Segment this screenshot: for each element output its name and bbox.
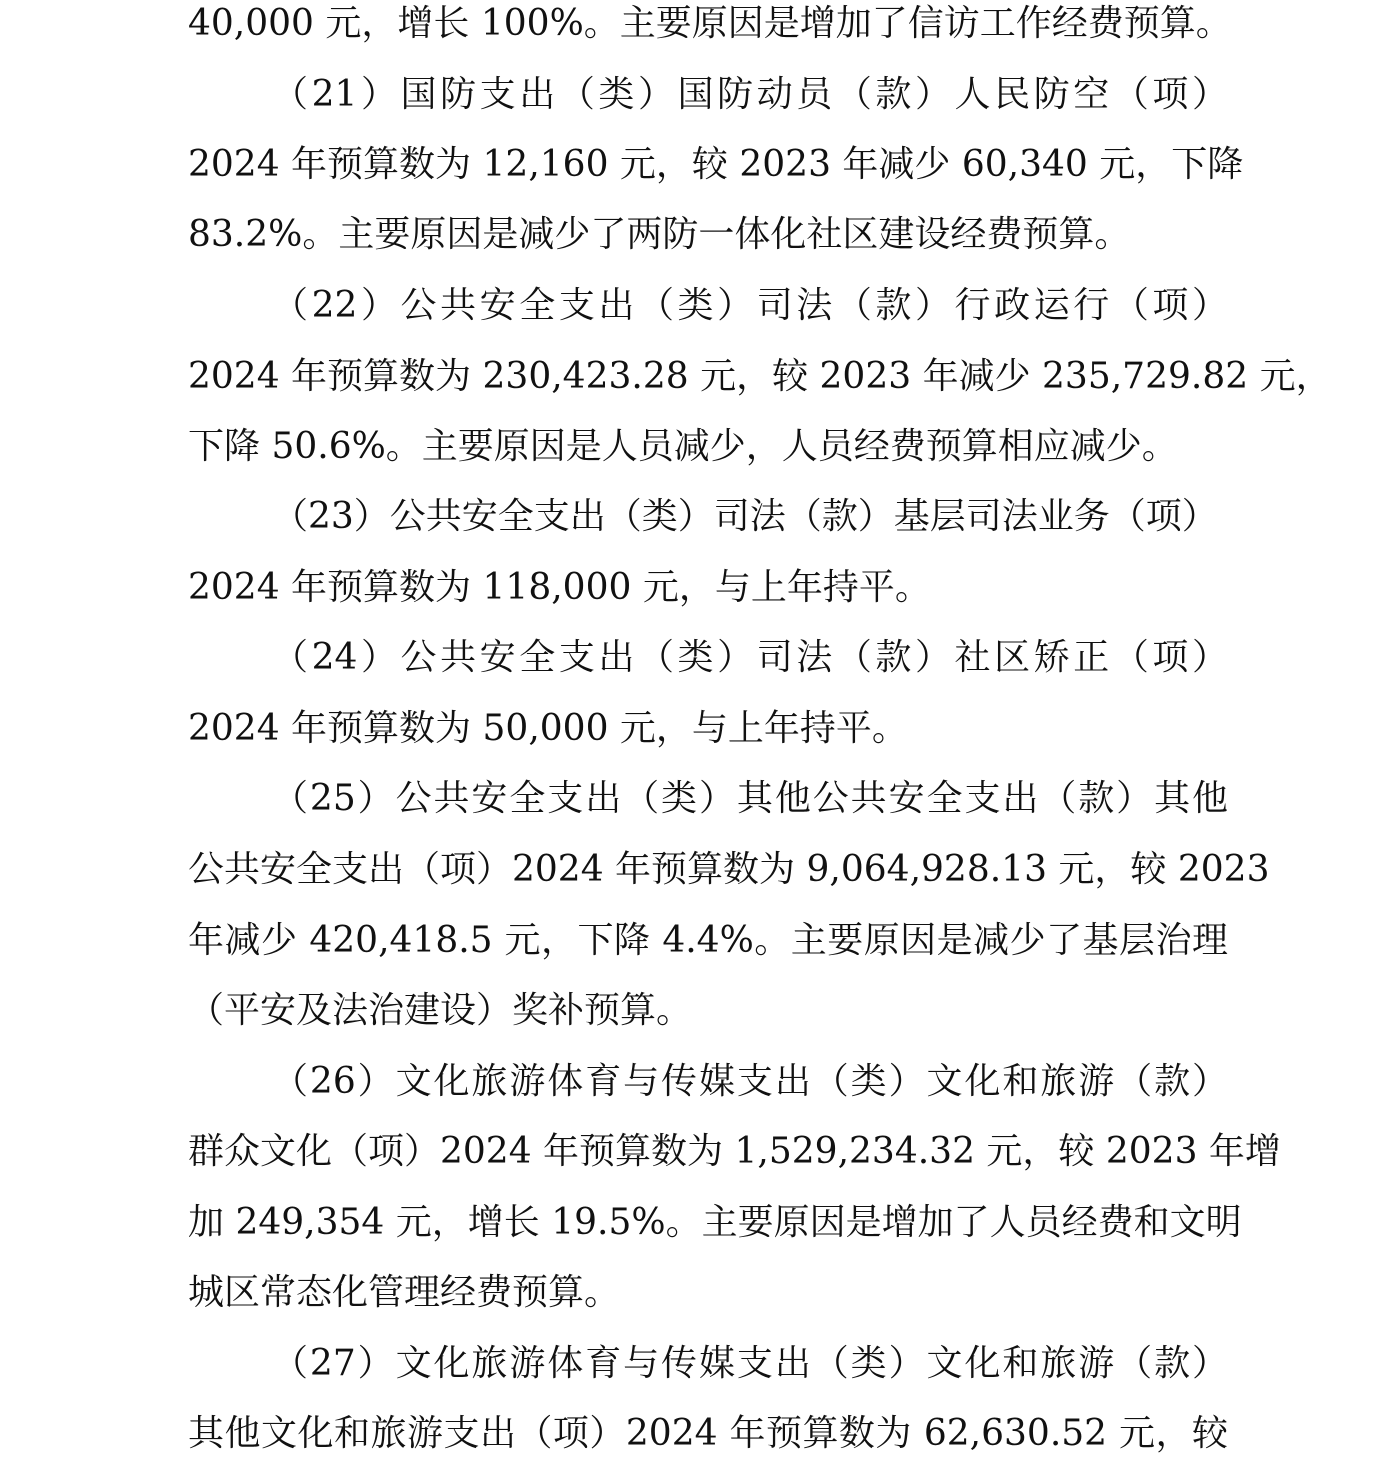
paragraph-heading-25: （25）公共安全支出（类）其他公共安全支出（款）其他 (272, 778, 1228, 819)
paragraph-line: 2024 年预算数为 118,000 元，与上年持平。 (188, 567, 931, 608)
paragraph-line: 83.2%。主要原因是减少了两防一体化社区建设经费预算。 (188, 214, 1131, 255)
paragraph-heading-27: （27）文化旅游体育与传媒支出（类）文化和旅游（款） (272, 1343, 1228, 1384)
paragraph-line: （平安及法治建设）奖补预算。 (188, 990, 693, 1031)
paragraph-heading-26: （26）文化旅游体育与传媒支出（类）文化和旅游（款） (272, 1061, 1228, 1102)
paragraph-line: 群众文化（项）2024 年预算数为 1,529,234.32 元，较 2023 年增 (188, 1131, 1281, 1172)
paragraph-line: 城区常态化管理经费预算。 (188, 1272, 621, 1313)
paragraph-line: 40,000 元，增长 100%。主要原因是增加了信访工作经费预算。 (188, 3, 1232, 44)
paragraph-line: 下降 50.6%。主要原因是人员减少，人员经费预算相应减少。 (188, 426, 1178, 467)
paragraph-line: 其他文化和旅游支出（项）2024 年预算数为 62,630.52 元，较 (188, 1413, 1228, 1454)
paragraph-line: 2024 年预算数为 50,000 元，与上年持平。 (188, 708, 908, 749)
paragraph-line: 加 249,354 元，增长 19.5%。主要原因是增加了人员经费和文明 (188, 1202, 1242, 1243)
paragraph-heading-21: （21）国防支出（类）国防动员（款）人民防空（项） (272, 74, 1228, 115)
paragraph-line: 2024 年预算数为 12,160 元，较 2023 年减少 60,340 元，下降 (188, 144, 1244, 185)
paragraph-line: 公共安全支出（项）2024 年预算数为 9,064,928.13 元，较 2023 (188, 849, 1270, 890)
paragraph-heading-24: （24）公共安全支出（类）司法（款）社区矫正（项） (272, 637, 1228, 678)
paragraph-line: 2024 年预算数为 230,423.28 元，较 2023 年减少 235,729.82 元， (188, 356, 1332, 397)
paragraph-heading-22: （22）公共安全支出（类）司法（款）行政运行（项） (272, 285, 1228, 326)
paragraph-heading-23: （23）公共安全支出（类）司法（款）基层司法业务（项） (272, 496, 1218, 537)
paragraph-line: 年减少 420,418.5 元，下降 4.4%。主要原因是减少了基层治理 (188, 920, 1228, 961)
